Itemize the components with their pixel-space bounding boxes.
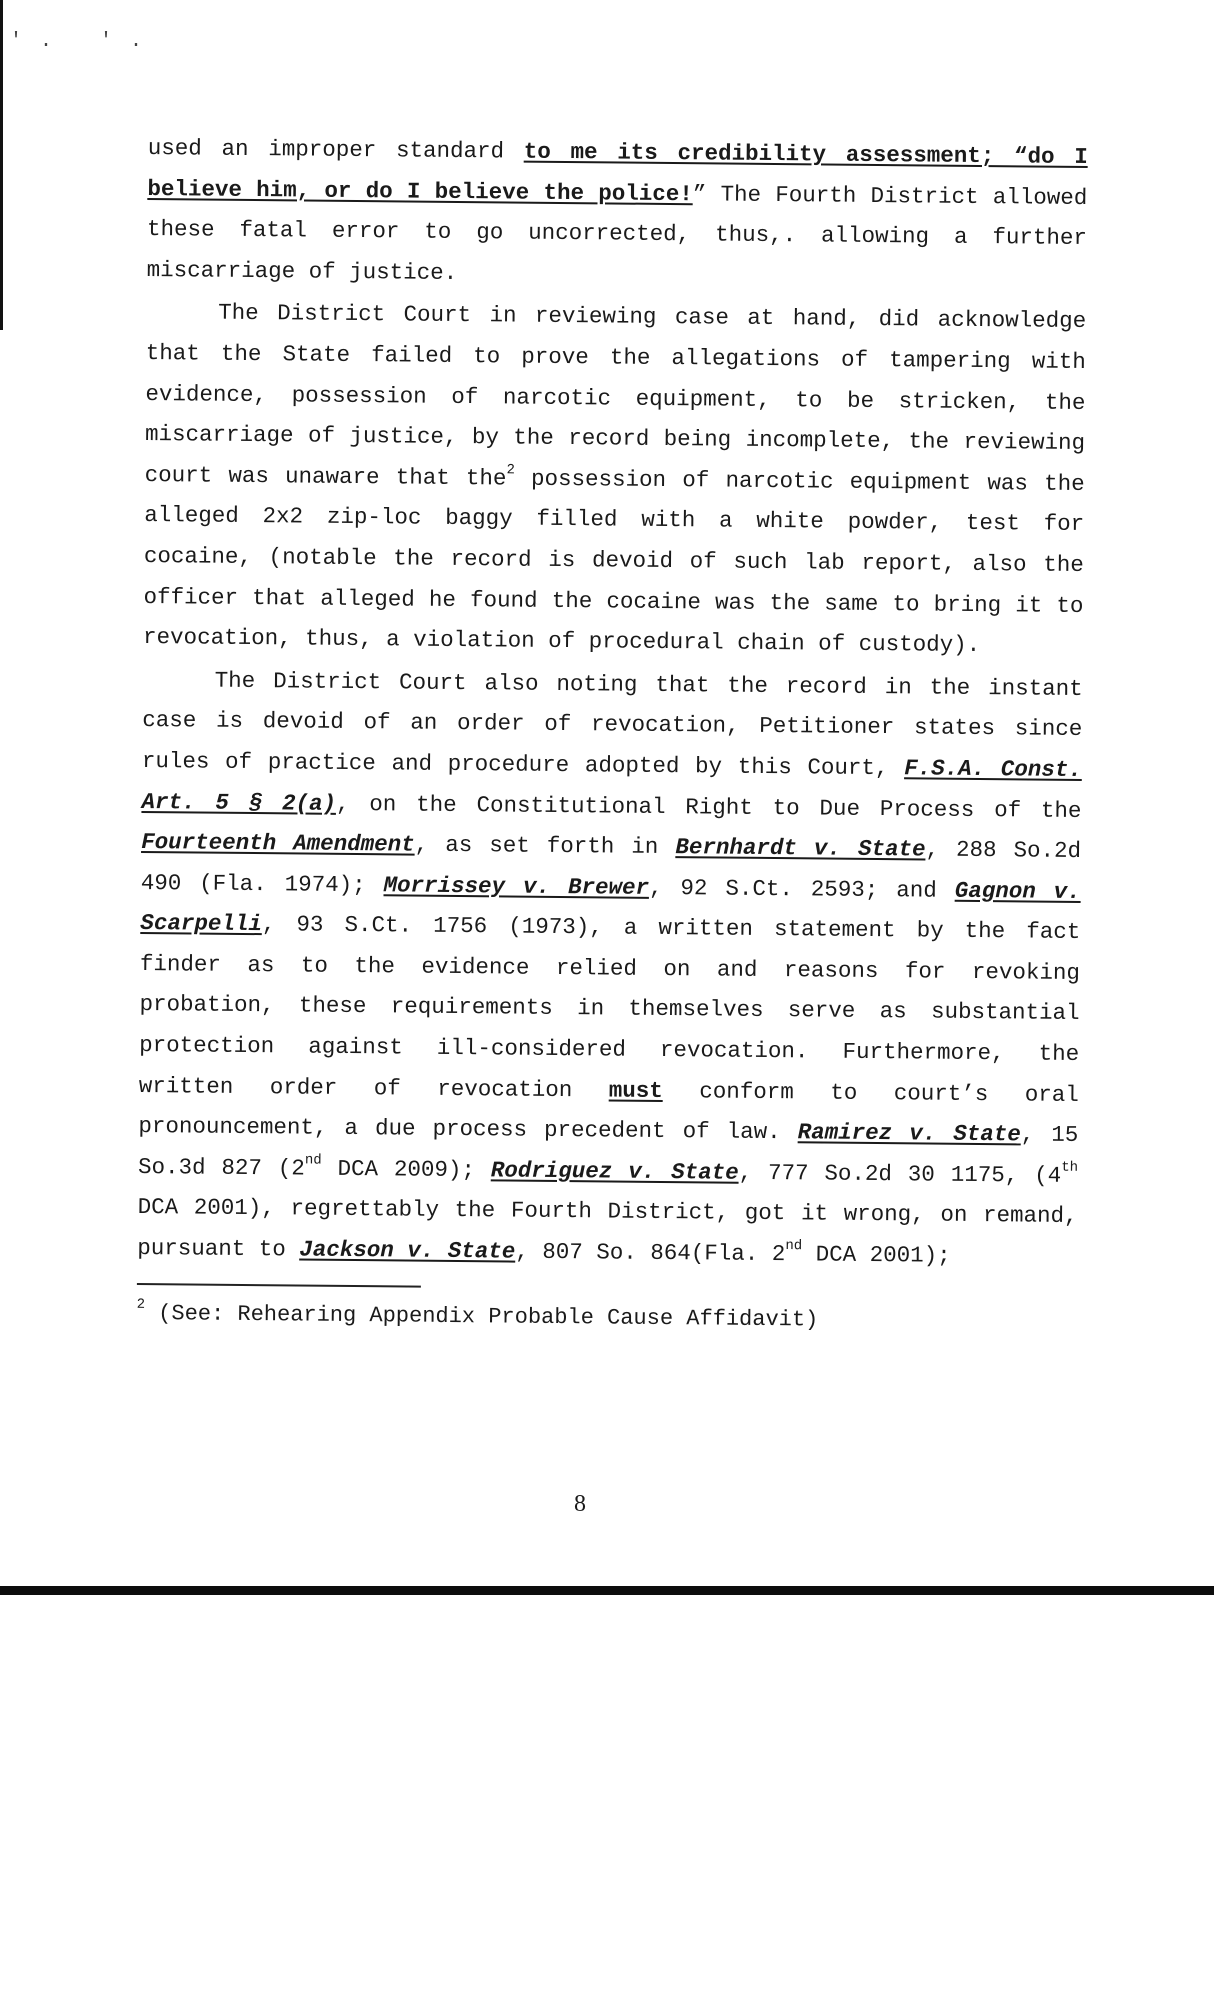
text-run: DCA 2009); [321,1155,491,1184]
text-run: , 15 So.3d 827 (2 [137,1121,1079,1182]
case-citation: F.S.A. Const. Art. 5 § 2(a) [141,755,1083,817]
body-text [137,128,1088,1278]
text-run: , as set forth in [414,831,676,861]
text-run: , 93 S.Ct. 1756 (1973), a written statement by the fact finder as to the evidence relied on and reasons for revoking probation, these requirements in themselves serve as substantial protection against ill-considered revocation. Furthermore, the written order of revocation [138,911,1081,1104]
case-citation: Fourteenth Amendment [141,829,415,858]
document-page [136,128,1088,1360]
text-run: used an improper standard [147,134,524,165]
superscript: th [1061,1159,1079,1176]
text-run: , on the Constitutional Right to Due Process of the [335,790,1082,824]
footnote-divider [137,1283,421,1288]
emphasized-text: to me its credibility assessment; “do I believe him, or do I believe the police! [147,138,1088,207]
text-run: ” The Fourth District allowed these fatal error to go uncorrected, thus,. allowing a further miscarriage of justice. [146,180,1088,286]
paragraph [137,660,1083,1278]
case-citation: Morrissey v. Brewer [383,871,650,901]
text-run: , 92 S.Ct. 2593; and [648,874,955,904]
text-run: possession of narcotic equipment was the alleged 2x2 zip-loc baggy filled with a white powder, test for cocaine, (notable the record is devoid of such lab report, also the officer that alleged he found the cocaine was the same to bring it to revocation, thus, a violation of procedural chain of custody). [142,465,1085,659]
paragraph [143,292,1086,666]
text-run: , 288 So.2d 490 (Fla. 1974); [140,836,1082,898]
case-citation: Bernhardt v. State [675,834,926,863]
emphasized-text: must [608,1077,663,1104]
margin-specks: '. '. [10,30,161,53]
superscript: nd [785,1238,803,1255]
text-run: The District Court also noting that the record in the instant case is devoid of an order of revocation, Petitioner states since rules of practice and procedure adopted by this Court, [141,667,1083,782]
scan-edge-shadow [0,0,3,330]
text-run: , 777 So.2d 30 1175, (4 [738,1159,1062,1189]
paragraph [146,128,1088,299]
superscript: 2 [506,462,516,479]
case-citation: Jackson v. State [299,1236,516,1265]
text-run: conform to court’s oral pronouncement, a due process precedent of law. [138,1077,1079,1146]
text-run: , 807 So. 864(Fla. 2 [515,1238,786,1268]
case-citation: Ramirez v. State [797,1119,1021,1148]
case-citation: Gagnon v. Scarpelli [140,877,1081,938]
text-run: DCA 2001), regrettably the Fourth District, got it wrong, on remand, pursuant to [137,1194,1078,1263]
case-citation: Rodriguez v. State [490,1157,739,1186]
footnote-text: (See: Rehearing Appendix Probable Cause Affidavit) [144,1300,819,1333]
superscript: nd [304,1152,322,1169]
footnote [136,1296,1076,1338]
text-run: The District Court in reviewing case at hand, did acknowledge that the State failed to prove the allegations of tampering with evidence, possession of narcotic equipment, to be stricken, the miscarriage of justice, by the record being incomplete, the reviewing court was unaware that the [144,300,1087,492]
text-run: DCA 2001); [802,1241,951,1269]
scan-bottom-bar [0,1586,1214,1595]
page-number: 8 [574,1491,586,1517]
footnote-marker: 2 [136,1296,146,1313]
